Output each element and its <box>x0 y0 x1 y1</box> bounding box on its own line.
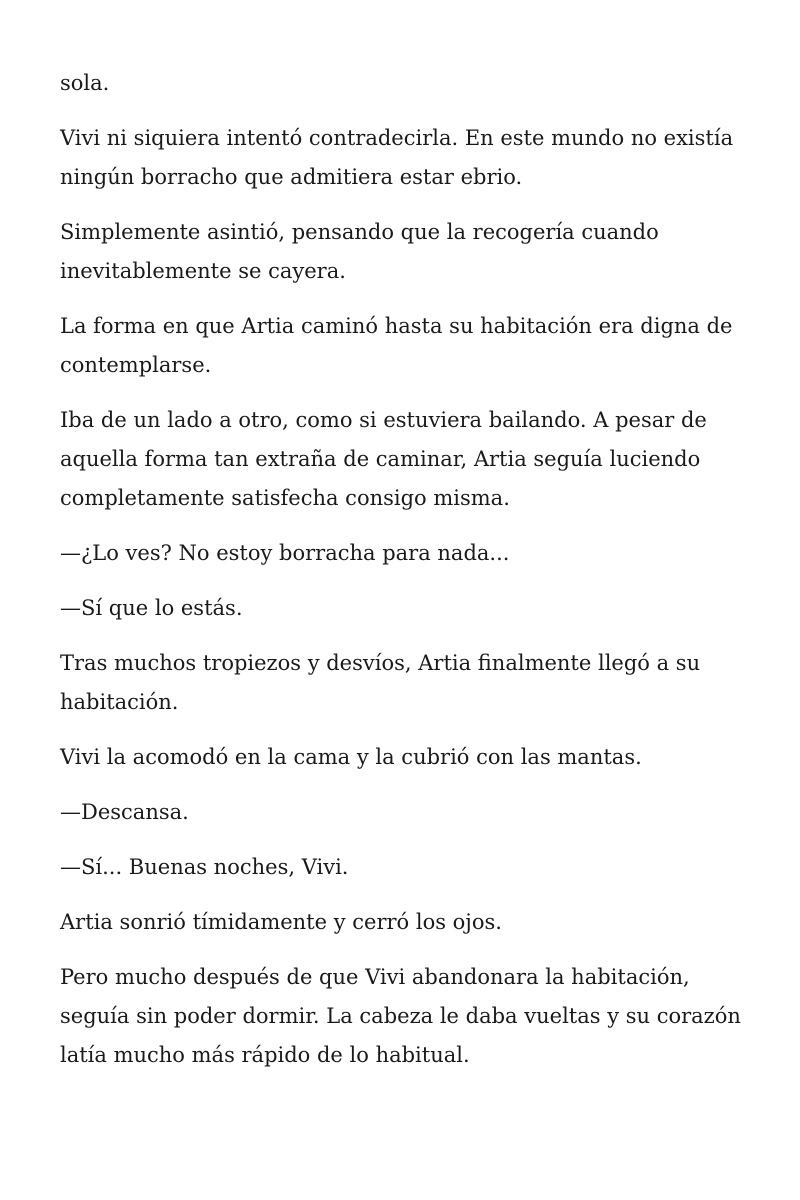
dialogue-line: —Sí... Buenas noches, Vivi. <box>60 855 349 879</box>
paragraph: Vivi ni siquiera intentó contradecirla. En este mundo no existía ningún borracho que admitiera estar ebrio. <box>60 126 734 189</box>
paragraph: Iba de un lado a otro, como si estuviera bailando. A pesar de aquella forma tan extraña de caminar, Artia seguía luciendo completamente satisfecha consigo misma. <box>60 408 707 510</box>
paragraph: Vivi la acomodó en la cama y la cubrió con las mantas. <box>60 745 642 769</box>
paragraph: Artia sonrió tímidamente y cerró los ojos. <box>60 910 502 934</box>
dialogue-line: —Sí que lo estás. <box>60 596 243 620</box>
dialogue-line: —¿Lo ves? No estoy borracha para nada... <box>60 541 510 565</box>
paragraph: Pero mucho después de que Vivi abandonara la habitación, seguía sin poder dormir. La cabeza le daba vueltas y su corazón latía mucho más rápido de lo habitual. <box>60 965 741 1067</box>
paragraph-continuation: sola. <box>60 71 110 95</box>
paragraph: Simplemente asintió, pensando que la recogería cuando inevitablemente se cayera. <box>60 220 659 283</box>
dialogue-line: —Descansa. <box>60 800 189 824</box>
paragraph: La forma en que Artia caminó hasta su habitación era digna de contemplarse. <box>60 314 733 377</box>
paragraph: Tras muchos tropiezos y desvíos, Artia finalmente llegó a su habitación. <box>60 651 701 714</box>
